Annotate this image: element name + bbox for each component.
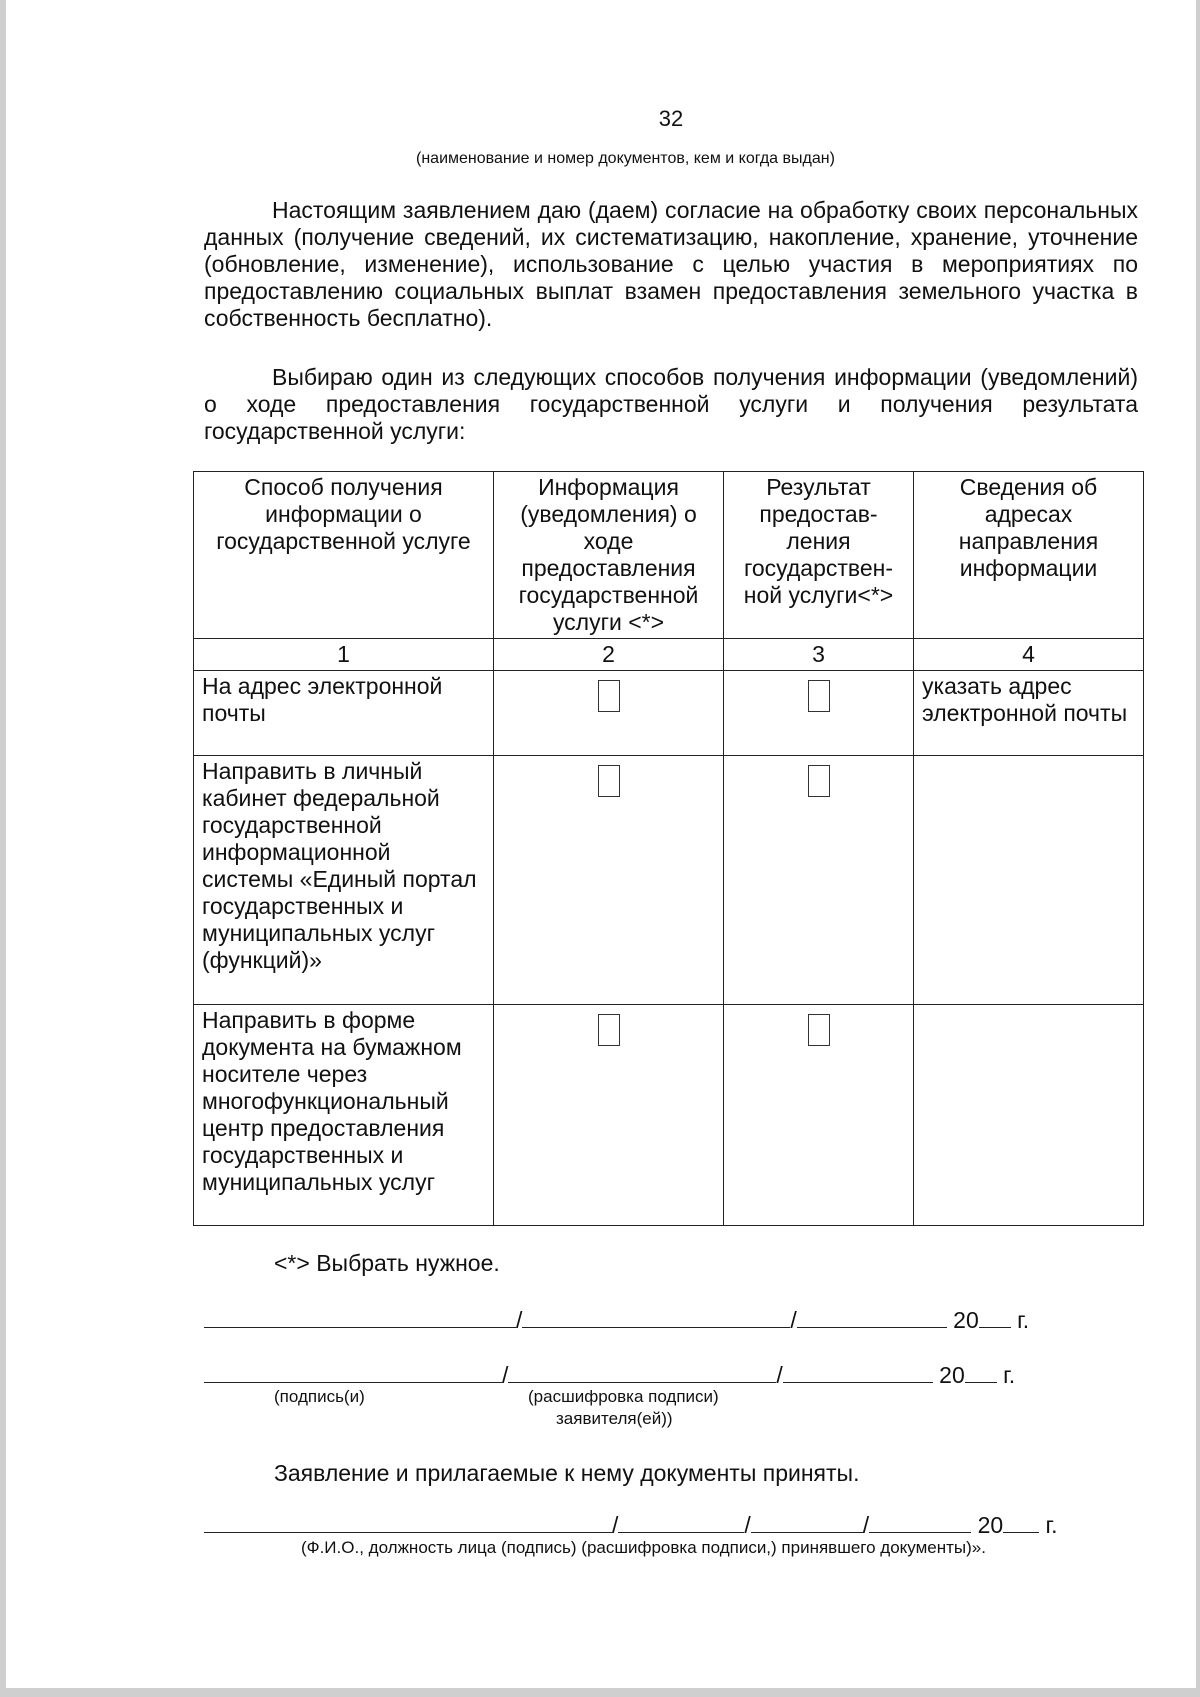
footnote: <*> Выбрать нужное. — [274, 1250, 500, 1276]
address-email[interactable]: указать адрес электронной почты — [914, 671, 1144, 756]
table-row — [194, 1005, 1144, 1226]
checkbox-portal-info[interactable] — [598, 765, 620, 797]
checkbox-mfc-result[interactable] — [808, 1014, 830, 1046]
delivery-method-table — [193, 471, 1144, 1226]
final-caption: (Ф.И.О., должность лица (подпись) (расшифровка подписи,) принявшего документы)». — [301, 1538, 986, 1557]
checkbox-portal-result[interactable] — [808, 765, 830, 797]
table-header-row — [194, 472, 1144, 639]
method-portal: Направить в личный кабинет федеральной государственной информационной системы «Единый портал государственных и муниципальных услуг (функций)» — [194, 756, 494, 1005]
year-blank[interactable] — [1003, 1510, 1039, 1533]
checkbox-email-result[interactable] — [808, 680, 830, 712]
consent-paragraph: Настоящим заявлением даю (даем) согласие на обработку своих персональных данных (получение сведений, их систематизацию, накопление, хранение, уточнение (обновление, изменение), использование с целью участия в мероприятиях по предоставлению социальных выплат взамен предоставления земельного участка в собственность бесплатно). — [204, 197, 1138, 331]
decode-blank[interactable] — [751, 1510, 863, 1533]
name-position-blank[interactable] — [204, 1510, 612, 1533]
header-method: Способ получения информации о государственной услуге — [194, 472, 494, 639]
signature-blank[interactable] — [618, 1510, 744, 1533]
checkbox-email-info[interactable] — [598, 680, 620, 712]
column-number: 1 — [194, 639, 494, 671]
signature-blank[interactable] — [204, 1305, 516, 1328]
decode-blank[interactable] — [508, 1360, 776, 1383]
table-row — [194, 756, 1144, 1005]
header-info: Информация (уведомления) о ходе предоставления государственной услуги <*> — [494, 472, 724, 639]
checkbox-mfc-info[interactable] — [598, 1014, 620, 1046]
address-mfc[interactable] — [914, 1005, 1144, 1226]
page-number: 32 — [658, 106, 684, 131]
date-blank[interactable] — [783, 1360, 933, 1383]
date-blank[interactable] — [869, 1510, 971, 1533]
year-blank[interactable] — [965, 1360, 997, 1383]
decode-blank[interactable] — [522, 1305, 790, 1328]
document-caption: (наименование и номер документов, кем и когда выдан) — [416, 150, 835, 167]
column-number: 2 — [494, 639, 724, 671]
table-number-row — [194, 639, 1144, 671]
date-blank[interactable] — [797, 1305, 947, 1328]
header-result: Результат предостав-ления государствен-ной услуги<*> — [724, 472, 914, 639]
table-row — [194, 671, 1144, 756]
year-prefix: 20 — [953, 1307, 979, 1333]
year-suffix: г. — [1017, 1307, 1030, 1333]
column-number: 4 — [914, 639, 1144, 671]
year-prefix: 20 — [977, 1512, 1004, 1538]
signature-blank[interactable] — [204, 1360, 502, 1383]
document-page — [6, 0, 1196, 1688]
year-prefix: 20 — [939, 1362, 965, 1388]
year-blank[interactable] — [979, 1305, 1011, 1328]
column-number: 3 — [724, 639, 914, 671]
accepted-text: Заявление и прилагаемые к нему документы приняты. — [274, 1460, 860, 1486]
year-suffix: г. — [1045, 1512, 1058, 1538]
year-suffix: г. — [1003, 1362, 1016, 1388]
caption-signature: (подпись(и) — [274, 1387, 365, 1406]
address-portal[interactable] — [914, 756, 1144, 1005]
signature-line-1: / / 20 г. — [204, 1305, 1029, 1334]
signature-line-2: / / 20 г. — [204, 1360, 1015, 1389]
caption-decode-2: заявителя(ей)) — [556, 1409, 673, 1428]
caption-decode-1: (расшифровка подписи) — [528, 1387, 719, 1406]
method-email: На адрес электронной почты — [194, 671, 494, 756]
signature-line-3: / / / 20 г. — [204, 1510, 1058, 1539]
header-address: Сведения об адресах направления информации — [914, 472, 1144, 639]
choice-paragraph: Выбираю один из следующих способов получения информации (уведомлений) о ходе предоставления государственной услуги и получения результата государственной услуги: — [204, 364, 1138, 444]
method-mfc: Направить в форме документа на бумажном носителе через многофункциональный центр предоставления государственных и муниципальных услуг — [194, 1005, 494, 1226]
